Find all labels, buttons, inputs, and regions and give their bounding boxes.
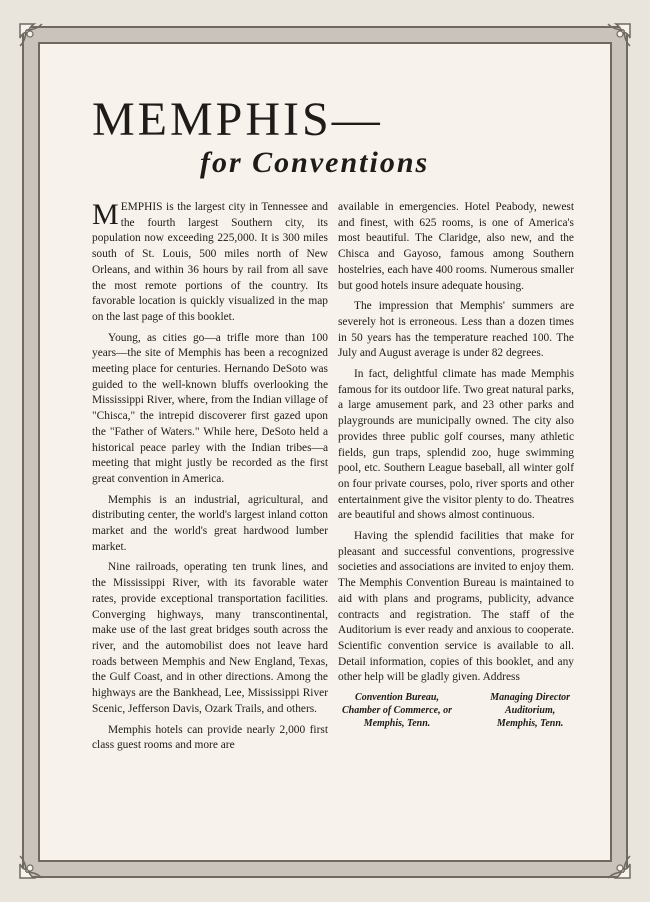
drop-cap: M	[92, 198, 119, 231]
address-auditorium: Managing Director Auditorium, Memphis, Tenn.	[490, 692, 570, 730]
address-convention-bureau: Convention Bureau, Chamber of Commerce, or Memphis, Tenn.	[342, 692, 452, 730]
paragraph: Having the splendid facilities that make for pleasant and successful conventions, progressive societies and associations are invited to enjoy them. The Memphis Convention Bureau is maintained to aid with plans and programs, publicity, advance contracts and registration. The staff of the Auditorium is ever ready and anxious to cooperate. Scientific convention service is available to all. Detail information, copies of this booklet, and any other help will be gladly given. Address	[338, 530, 574, 684]
page-subtitle: for Conventions	[200, 146, 430, 179]
paragraph: In fact, delightful climate has made Memphis famous for its outdoor life. Two great natural parks, a large amusement park, and 23 other parks and playgrounds are municipally owned. The city also provides three public golf courses, many athletic fields, gun traps, splendid zoo, huge swimming pool, etc. Southern League baseball, all winter golf on four private courses, polo, river sports and other entertainment give the visitor plenty to do. Theatres are beautiful and shows almost continuous.	[338, 368, 574, 522]
paragraph: Memphis is an industrial, agricultural, and distributing center, the world's largest inland cotton market and the world's great hardwood lumber market.	[92, 493, 328, 553]
paragraph: Nine railroads, operating ten trunk lines, and the Mississippi River, with its favorable water rates, provide exceptional transportation facilities. Converging highways, many transcontinental, make use of the last great bridges south across the river, and the automobilist does not leave hard roads between Memphis and New England, Texas, the Gulf Coast, and in other directions. Among the highways are the Bankhead, Lee, Mississippi River Scenic, Jefferson Davis, Ozark Trails, and others.	[92, 561, 328, 715]
paragraph: The impression that Memphis' summers are severely hot is erroneous. Less than a dozen times in 50 years has the temperature reached 100. The July and August average is under 82 degrees.	[338, 300, 574, 360]
left-column	[92, 200, 328, 759]
paragraph: MEMPHIS is the largest city in Tennessee and the fourth largest Southern city, its population now exceeding 225,000. It is 300 miles south of St. Louis, 500 miles north of New Orleans, and within 36 hours by rail from all save the most remote portions of the country. Its favorable location is quickly visualized in the map on the last page of this booklet.	[92, 198, 328, 323]
paragraph: Young, as cities go—a trifle more than 100 years—the site of Memphis has been a recognized meeting place for centuries. Hernando DeSoto was guided to the well-known bluffs overlooking the Mississippi River, where, from the Indian village of "Chisca," the intrepid discoverer first gazed upon the "Father of Waters." While here, DeSoto held a historical peace parley with the Indian tribes—a meeting that might justly be recorded as the first great convention in America.	[92, 331, 328, 485]
fleur-corner-icon	[16, 848, 50, 882]
fleur-corner-icon	[16, 20, 50, 54]
fleur-corner-icon	[600, 848, 634, 882]
contact-address	[338, 691, 574, 730]
fleur-corner-icon	[600, 20, 634, 54]
paragraph: Memphis hotels can provide nearly 2,000 first class guest rooms and more are	[92, 723, 328, 752]
paragraph: available in emergencies. Hotel Peabody, newest and finest, with 625 rooms, is one of America's most beautiful. The Claridge, also new, and the Chisca and Gayoso, famous among Southern hostelries, each have 400 rooms. Numerous smaller but good hotels insure adequate housing.	[338, 201, 574, 292]
page-title: MEMPHIS—	[92, 93, 383, 146]
right-column	[338, 200, 574, 730]
